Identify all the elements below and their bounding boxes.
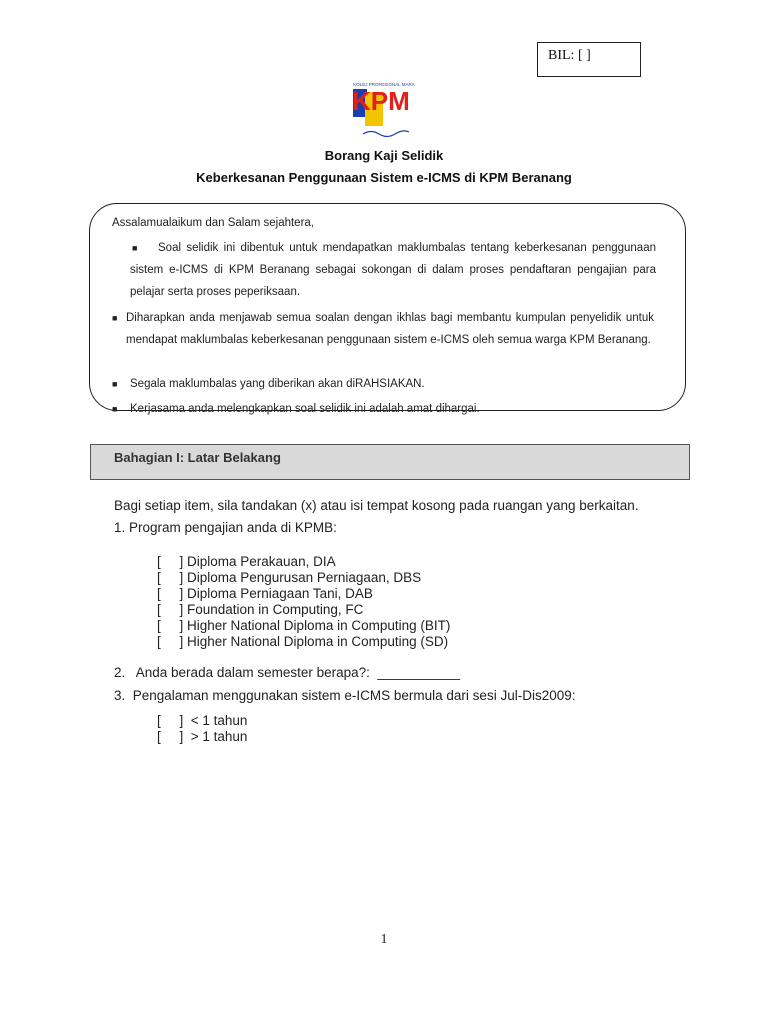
bullet-icon: ■: [112, 404, 118, 414]
option-checkbox[interactable]: [ ] Diploma Perakauan, DIA: [157, 554, 336, 569]
bullet-icon: ■: [112, 313, 118, 323]
logo-letters: KPM: [352, 86, 410, 116]
bil-field: BIL: [ ]: [537, 42, 641, 77]
option-checkbox[interactable]: [ ] Diploma Pengurusan Perniagaan, DBS: [157, 570, 422, 585]
option-checkbox[interactable]: [ ] Diploma Perniagaan Tani, DAB: [157, 586, 373, 601]
kpm-logo: [349, 80, 419, 142]
bullet-icon: ■: [112, 379, 118, 389]
question-3: 3. Pengalaman menggunakan sistem e-ICMS bermula dari sesi Jul-Dis2009:: [114, 688, 576, 703]
option-checkbox[interactable]: [ ] < 1 tahun: [157, 713, 248, 728]
intro-bullet-2: Diharapkan anda menjawab semua soalan dengan ikhlas bagi membantu kumpulan penyelidik untuk mendapat maklumbalas keberkesanan penggunaan sistem e-ICMS oleh semua warga KPM Beranang.: [126, 312, 654, 346]
question-1: 1. Program pengajian anda di KPMB:: [114, 520, 337, 535]
option-checkbox[interactable]: [ ] Higher National Diploma in Computing (BIT): [157, 618, 451, 633]
question-1-options: [157, 554, 450, 650]
section-instruction: Bagi setiap item, sila tandakan (x) atau isi tempat kosong pada ruangan yang berkaitan.: [114, 498, 639, 513]
option-checkbox[interactable]: [ ] > 1 tahun: [157, 729, 248, 744]
form-subtitle: Keberkesanan Penggunaan Sistem e-ICMS di KPM Beranang: [196, 170, 572, 185]
logo-top-text: KOLEJ PROFESIONAL MARA: [353, 82, 415, 87]
logo-script: [363, 131, 409, 137]
page-number: 1: [380, 932, 388, 947]
intro-greeting: Assalamualaikum dan Salam sejahtera,: [112, 217, 314, 229]
intro-bullet-1: Soal selidik ini dibentuk untuk mendapatkan maklumbalas tentang keberkesanan penggunaan sistem e-ICMS di KPM Beranang sebagai sokongan di dalam proses pendaftaran pengajian para pelajar serta proses peperiksaan.: [130, 242, 656, 298]
intro-bullet-3: Segala maklumbalas yang diberikan akan diRAHSIAKAN.: [130, 378, 425, 390]
form-title: Borang Kaji Selidik: [324, 148, 444, 163]
intro-bullet-4: Kerjasama anda melengkapkan soal selidik ini adalah amat dihargai.: [130, 403, 480, 415]
question-3-options: [157, 713, 247, 745]
option-checkbox[interactable]: [ ] Higher National Diploma in Computing (SD): [157, 634, 449, 649]
question-2[interactable]: 2. Anda berada dalam semester berapa?: ___________: [114, 665, 461, 680]
section-title: Bahagian I: Latar Belakang: [114, 450, 281, 465]
bullet-icon: ■: [132, 243, 138, 253]
option-checkbox[interactable]: [ ] Foundation in Computing, FC: [157, 602, 364, 617]
